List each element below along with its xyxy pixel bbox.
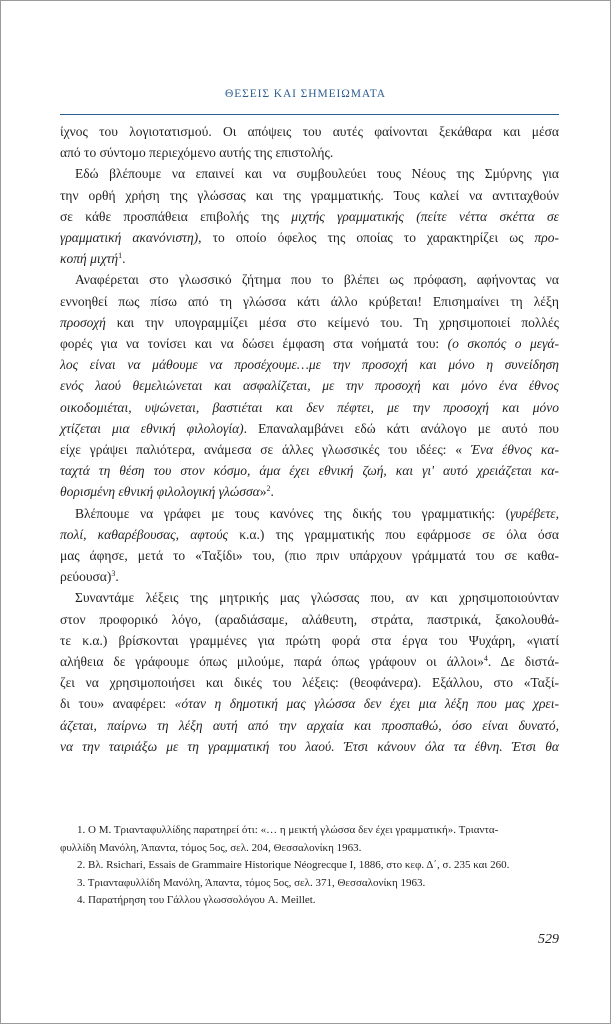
text-run-italic: άζεται, παίρνω τη λέξη αυτή από την αρχαία και προσπαθώ, όσο είναι δυνατό, [60,717,559,733]
text-line [60,269,559,290]
text-line [60,524,559,545]
text-run-italic: (πείτε νέττα σκέττα σε [416,208,559,224]
page-number: 529 [538,932,559,947]
text-run-italic: ταχτά τη θέση του στον κόσμο, άμα έχει εθνική ζωή, και γι' αυτό χρειάζεται κα- [60,463,559,479]
footnote-ref: 2 [266,484,271,494]
body-text [60,121,559,757]
text-line [60,206,559,227]
text-run: και την υπογραμμίζει μέσα στο κείμενό του. Τη χρησιμοποιεί πολλές [105,314,559,330]
footnote-1-continued: φυλλίδη Μανόλη, Άπαντα, τόμος 5ος, σελ. 204, Θεσσαλονίκη 1963. [60,841,362,854]
text-run-italic: προ- [534,230,559,246]
text-run: είχε γράψει παλιότερα, ανάμεσα σε άλλες γλωσσικές του ιδέες: « [60,442,471,458]
text-run-italic: ενός λαού θεμελιώνεται και ασφαλίζεται, με την προσοχή και μόνο ένα έθνος [60,378,559,394]
text-run-italic: θορισμένη εθνική φιλολογική γλώσσα [60,484,260,500]
text-line [60,354,559,375]
text-line [60,142,559,163]
text-run-italic: γυρέβετε, [510,505,559,521]
text-line [60,672,559,693]
text-run-italic: χτίζεται μια εθνική φιλολογία) [60,420,244,436]
text-run: σε κάθε προσπάθεια επιβολής της [60,208,292,224]
text-run: ίχνος του λογιοτατισμού. Οι απόψεις του αυτές φαίνονται ξεκάθαρα και μέσα [60,124,559,139]
text-run-italic: (ο σκοπός ο μεγά- [447,336,559,352]
footnote-3: 3. Τριανταφυλλίδη Μανόλη, Άπαντα, τόμος 5ος, σελ. 371, Θεσσαλονίκη 1963. [77,876,426,889]
text-line [60,481,559,502]
text-line [60,609,559,630]
text-run-italic: «όταν η δημοτική μας γλώσσα δεν έχει μια λέξη που μας χρει- [174,696,559,712]
text-run-italic: γραμματική ακανόνιστη) [60,230,199,246]
text-run: μας άφησε, μετά το «Ταξίδι» του, (πιο πριν υπάρχουν γράμματά του σε καθα- [60,548,559,564]
text-line [60,545,559,566]
text-run: Εδώ βλέπουμε να επαινεί και να συμβουλεύει τους Νέους της Σμύρνης για [75,166,559,182]
text-line [60,587,559,608]
text-line [60,693,559,714]
text-run: Βλέπουμε να γράφει με τους κανόνες της δικής του γραμματικής: ( [75,505,511,521]
text-line [60,121,559,142]
footnotes [60,822,559,910]
text-run: κ.α.) της γραμματικής που εφάρμοσε σε όλα όσα [228,526,559,542]
text-run: δι του» αναφέρει: [60,696,175,712]
running-title: ΘΕΣΕΙΣ ΚΑΙ ΣΗΜΕΙΩΜΑΤΑ [225,88,386,100]
text-line [60,227,559,248]
text-line [60,566,559,587]
text-run: από το σύντομο περιεχόμενο αυτής της επιστολής. [60,145,334,161]
footnote-4: 4. Παρατήρηση του Γάλλου γλωσσολόγου A. Meillet. [77,894,316,907]
text-line [60,185,559,206]
footnote-ref: 1 [118,251,123,261]
text-run: φορές για να τονίσει και να δώσει έμφαση στα νοήματά του: [60,336,448,352]
text-line [60,715,559,736]
text-run-italic: κοπή μιχτή [60,251,119,267]
text-run-italic: να την ταιριάξω με τη γραμματική του λαού. Έτσι κάνουν όλα τα έθνη. Έτσι θα [60,738,559,754]
text-run: Αναφέρεται στο γλωσσικό ζήτημα που το βλέπει ως πρόφαση, αφήνοντας να [75,272,559,288]
footnote-ref: 3 [111,569,116,579]
text-run-italic: Ένα έθνος κα- [470,442,559,458]
text-line [60,630,559,651]
text-run: την ορθή χρήση της γλώσσας και της γραμματικής. Τους καλεί να αντιταχθούν [60,187,559,203]
text-run: στον προφορικό λόγο, (αραδιάσαμε, αλάθευτη, στράτα, παστρικά, ξακολουθά- [60,611,559,627]
text-run: , το οποίο όφελος της οποίας το χαρακτηρίζει ως [198,230,535,246]
text-line [60,651,559,672]
text-run: . Δε διστά- [487,654,560,670]
text-run: αλήθεια δε γράφουμε όπως μιλούμε, παρά όπως γράφουν οι άλλοι» [60,654,484,670]
text-line [60,333,559,354]
text-line [60,439,559,460]
footnote-ref: 4 [483,654,488,664]
text-run-italic: πολί, καθαρέβουσας, αφτούς [60,526,229,542]
footnote-2: 2. Βλ. Rsichari, Essais de Grammaire Historique Néogrecque I, 1886, στο κεφ. Δ΄, σ. 235 και 260. [77,859,510,872]
text-line [60,375,559,396]
text-line [60,291,559,312]
text-line [60,397,559,418]
text-run-italic: προσοχή [60,314,106,330]
text-line [60,312,559,333]
text-run: εννοηθεί πως πίσω από τη γλώσσα κάτι άλλο κρύβεται! Επισημαίνει τη λέξη [60,293,559,309]
text-run: . [270,484,274,500]
text-line [60,503,559,524]
text-line [60,248,559,269]
text-run-italic: οικοδομιέται, υψώνεται, βαστιέται και δεν πέφτει, με την προσοχή και μόνο [60,399,559,415]
text-run [404,209,416,224]
text-line [60,736,559,757]
text-run: τε κ.α.) βρίσκονται γραμμένες για πρώτη φορά στα έργα του Ψυχάρη, «γιατί [60,632,559,648]
text-run: ρεύουσα) [60,569,112,585]
text-line [60,460,559,481]
text-run: » [259,484,267,500]
text-run: . Επαναλαμβάνει εδώ κάτι ανάλογο με αυτό που [243,420,559,436]
footnote-1: 1. Ο Μ. Τριανταφυλλίδης παρατηρεί ότι: «… η μεικτή γλώσσα δεν έχει γραμματική». Τριαντα- [77,824,499,836]
text-run-italic: μιχτής γραμματικής [291,208,404,224]
text-run: . [115,569,119,585]
text-run: . [122,251,126,267]
header-rule [60,114,559,115]
text-line [60,163,559,184]
text-run: Συναντάμε λέξεις της μητρικής μας γλώσσας που, αν και χρησιμοποιούνταν [75,590,559,606]
text-run-italic: λος είναι να μάθουμε να προσέχουμε…με την προσοχή και μόνο η συνείδηση [60,357,559,373]
text-line [60,418,559,439]
text-run: ζει να χρησιμοποιήσει και δικές του λέξεις: (θεοφάνερα). Εξάλλου, στο «Ταξί- [60,675,559,691]
